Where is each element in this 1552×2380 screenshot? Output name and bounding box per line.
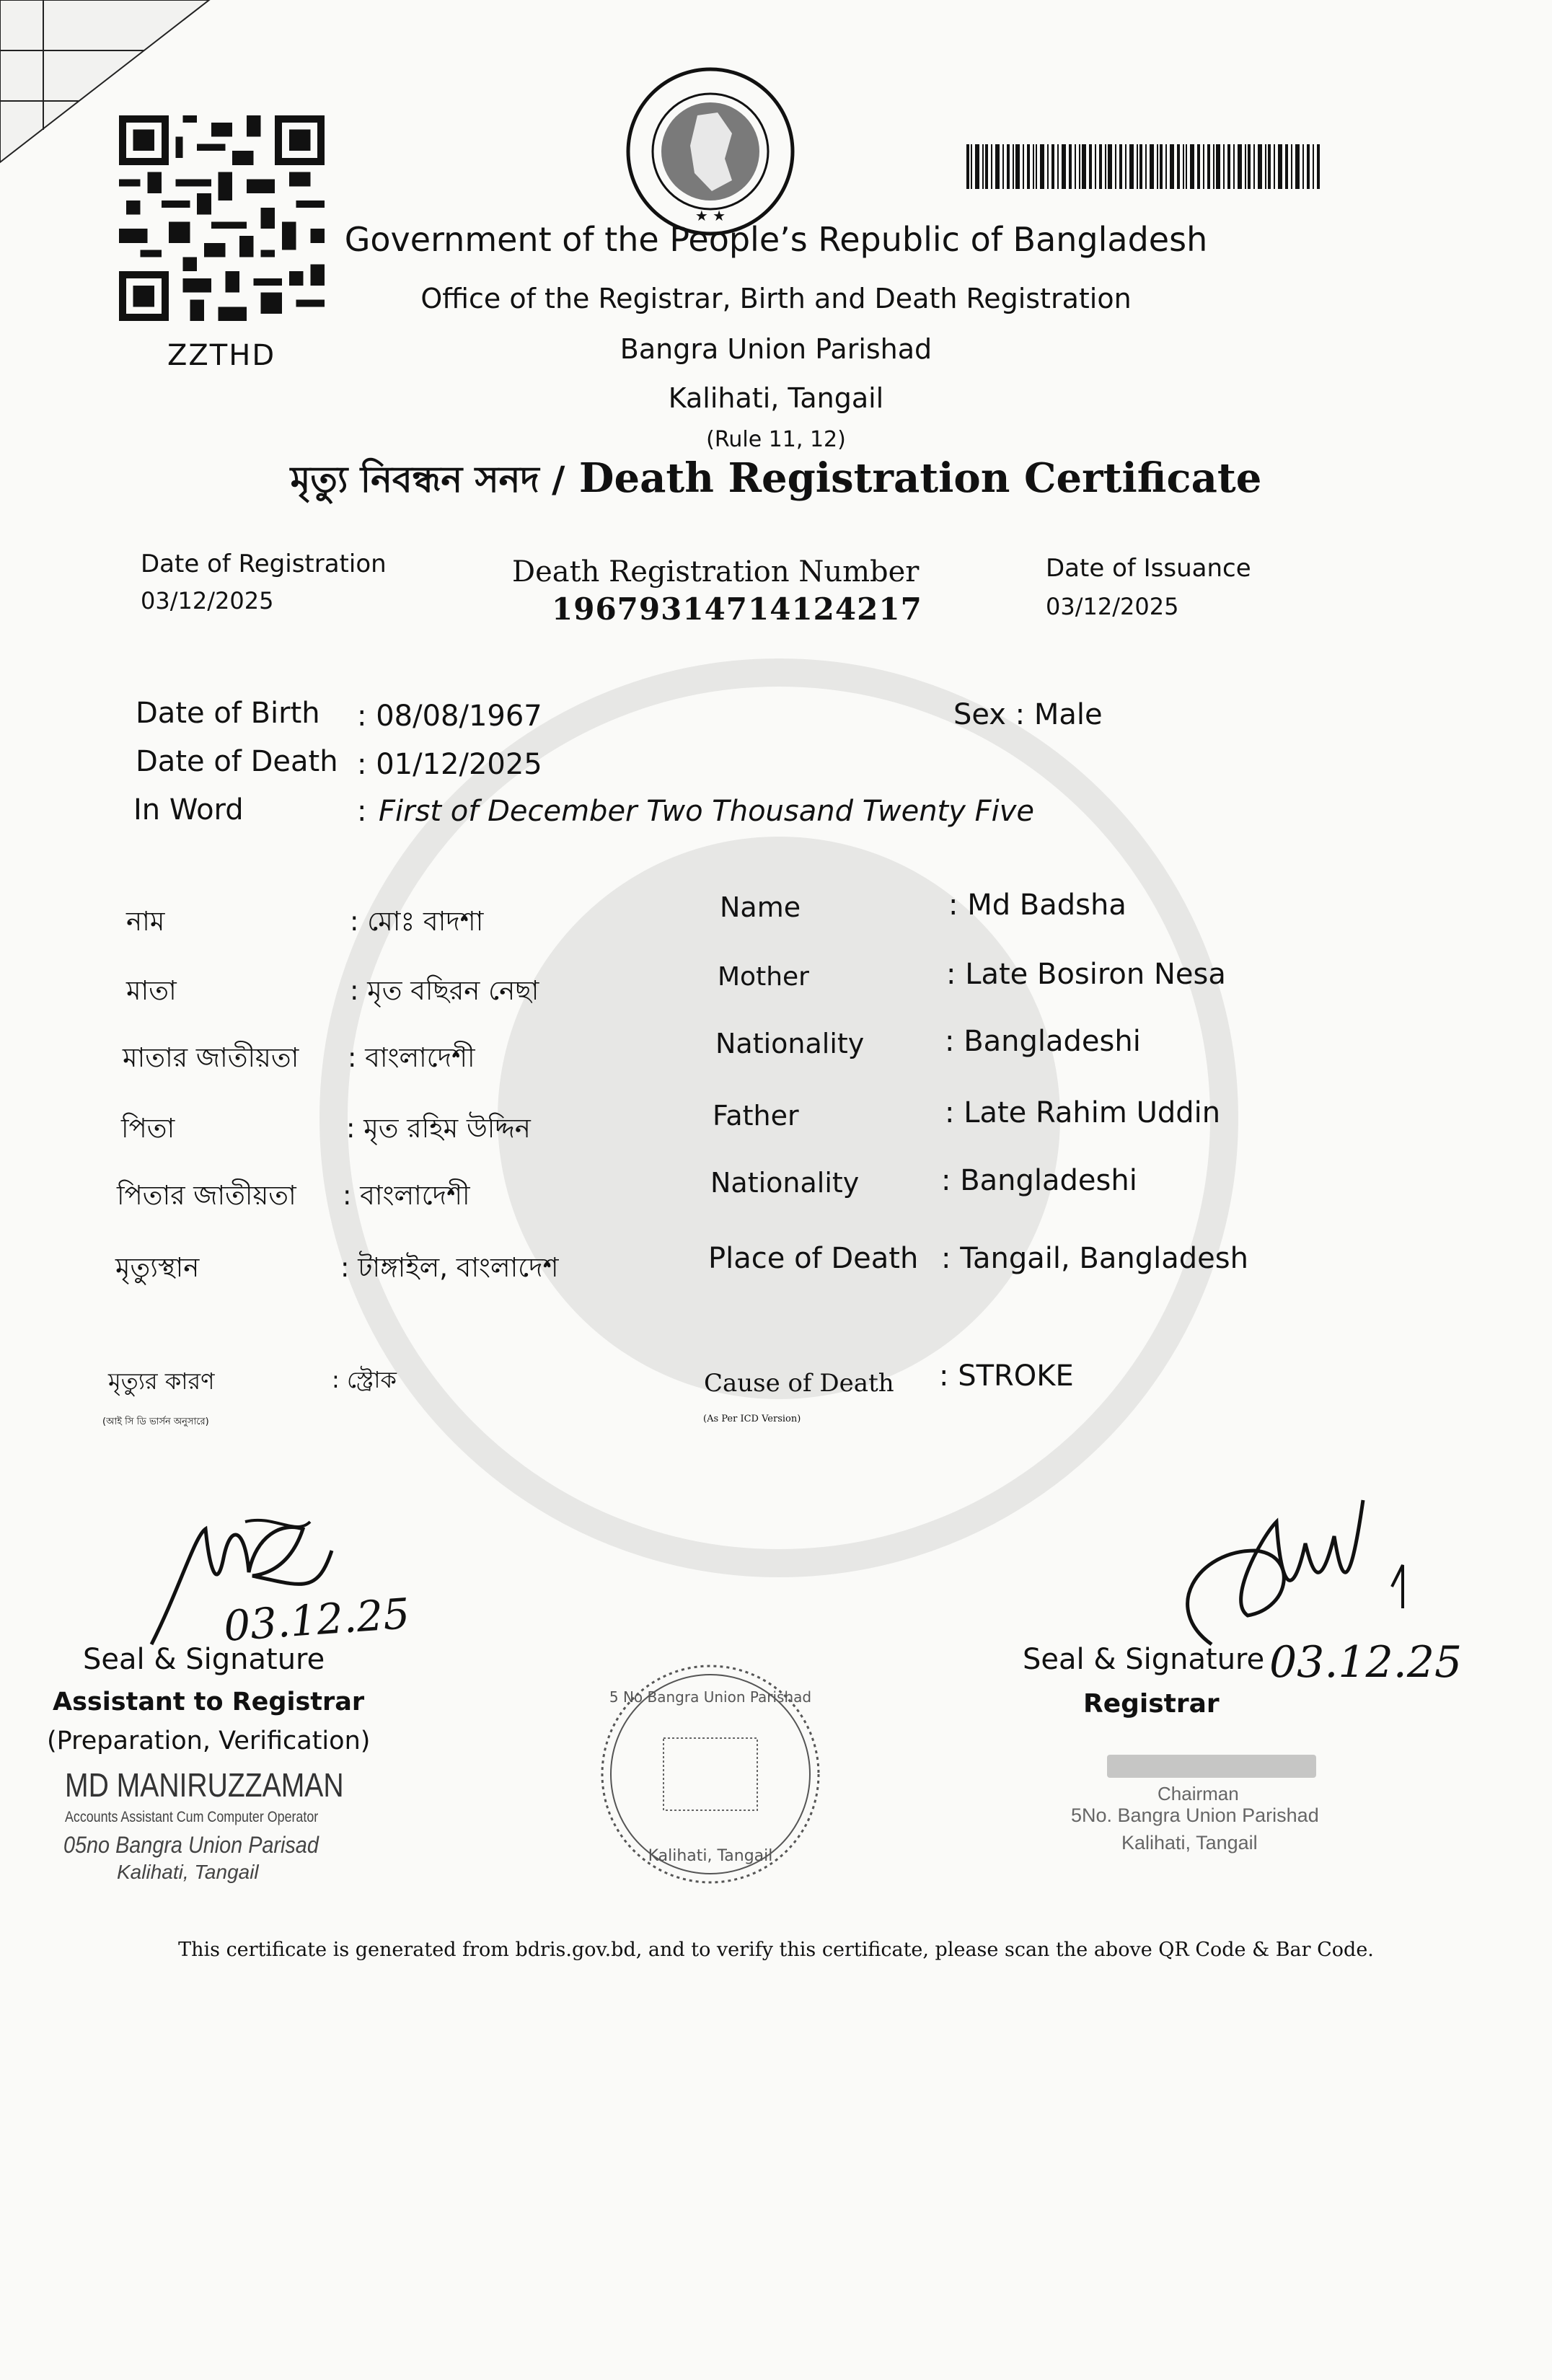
seal-bottom-text: Kalihati, Tangail xyxy=(648,1847,773,1865)
registrar-stamp-line3: 5No. Bangra Union Parishad xyxy=(1071,1804,1319,1826)
certificate-title-en: Death Registration Certificate xyxy=(578,454,1262,502)
date-of-issuance-value: 03/12/2025 xyxy=(1046,593,1179,620)
qr-code-text: ZZTHD xyxy=(167,339,276,372)
name-label: Name xyxy=(720,891,801,923)
registrar-signature-date: 03.12.25 xyxy=(1269,1637,1463,1688)
dod-label: Date of Death xyxy=(136,745,338,778)
registrar-role: Registrar xyxy=(1083,1689,1220,1719)
mother-value: : Late Bosiron Nesa xyxy=(946,958,1226,991)
union-parishad-round-seal xyxy=(595,1659,826,1897)
bn-cause-note: (আই সি ডি ভার্সন অনুসারে) xyxy=(102,1416,209,1427)
father-value: : Late Rahim Uddin xyxy=(945,1096,1221,1129)
assistant-stamp-name: MD MANIRUZZAMAN xyxy=(65,1766,344,1804)
dob-label: Date of Birth xyxy=(136,697,320,730)
registrar-stamp-line2: Chairman xyxy=(1158,1783,1239,1804)
in-word-value: First of December Two Thousand Twenty Five xyxy=(379,795,1035,828)
assistant-stamp-line2: Accounts Assistant Cum Computer Operator xyxy=(65,1809,319,1825)
bn-mother-value: : মৃত বছিরন নেছা xyxy=(350,975,539,1006)
father-nationality-value: : Bangladeshi xyxy=(941,1164,1137,1197)
sex-value: Sex : Male xyxy=(953,698,1103,731)
in-word-colon: : xyxy=(357,795,367,828)
assistant-stamp-line3: 05no Bangra Union Parisad xyxy=(63,1832,319,1858)
assistant-stamp-line4: Kalihati, Tangail xyxy=(117,1861,259,1883)
barcode[interactable] xyxy=(966,144,1320,189)
office-heading: Office of the Registrar, Birth and Death Registration xyxy=(420,283,1132,314)
mother-nationality-value: : Bangladeshi xyxy=(945,1025,1141,1058)
registration-number-label: Death Registration Number xyxy=(512,555,920,589)
date-of-registration-label: Date of Registration xyxy=(141,550,387,578)
assistant-role-sub: (Preparation, Verification) xyxy=(47,1727,371,1755)
place-of-death-label: Place of Death xyxy=(708,1242,919,1275)
date-of-issuance-label: Date of Issuance xyxy=(1046,554,1251,583)
certificate-title-bn: মৃত্যু নিবন্ধন সনদ / xyxy=(290,458,565,501)
registrar-seal-label: Seal & Signature xyxy=(1023,1643,1265,1676)
bn-place-of-death-label: মৃত্যুস্থান xyxy=(115,1252,200,1283)
father-nationality-label: Nationality xyxy=(710,1167,860,1199)
bn-father-nationality-label: পিতার জাতীয়তা xyxy=(117,1180,296,1211)
bn-cause-label: মৃত্যুর কারণ xyxy=(108,1367,215,1395)
in-word-label: In Word xyxy=(133,793,244,827)
assistant-role: Assistant to Registrar xyxy=(53,1688,365,1716)
seal-outer-text: 5 No Bangra Union Parishad xyxy=(609,1688,812,1706)
assistant-signature-date: 03.12.25 xyxy=(221,1589,412,1651)
certificate-title xyxy=(0,453,1552,513)
location-heading: Kalihati, Tangail xyxy=(668,382,884,414)
bn-mother-nationality-value: : বাংলাদেশী xyxy=(348,1042,475,1073)
mother-label: Mother xyxy=(718,962,809,992)
rule-text: (Rule 11, 12) xyxy=(706,427,846,452)
bn-father-nationality-value: : বাংলাদেশী xyxy=(343,1180,470,1211)
bn-cause-value: : স্ট্রোক xyxy=(332,1366,397,1393)
verification-footer: This certificate is generated from bdris.gov.bd, and to verify this certificate, please scan the above QR Code & Bar Code. xyxy=(178,1939,1374,1961)
registrar-stamp-name-smudge xyxy=(1107,1749,1323,1785)
father-label: Father xyxy=(713,1100,799,1132)
bn-name-value: : মোঃ বাদশা xyxy=(350,906,484,937)
name-value: : Md Badsha xyxy=(948,889,1126,922)
bn-father-value: : মৃত রহিম উদ্দিন xyxy=(346,1113,531,1144)
dob-value: : 08/08/1967 xyxy=(357,700,542,733)
cause-label: Cause of Death xyxy=(704,1369,894,1398)
government-emblem xyxy=(624,65,797,238)
date-of-registration-value: 03/12/2025 xyxy=(141,587,274,614)
bn-place-of-death-value: : টাঙ্গাইল, বাংলাদেশ xyxy=(340,1252,559,1283)
registrar-stamp-line4: Kalihati, Tangail xyxy=(1121,1832,1258,1854)
union-heading: Bangra Union Parishad xyxy=(620,333,932,365)
bn-mother-label: মাতা xyxy=(126,975,177,1006)
svg-text:★ ★: ★ ★ xyxy=(695,207,726,224)
bn-father-label: পিতা xyxy=(121,1113,175,1144)
registration-number: 19679314714124217 xyxy=(552,591,922,627)
cause-value: : STROKE xyxy=(939,1359,1074,1393)
dod-value: : 01/12/2025 xyxy=(357,748,542,781)
mother-nationality-label: Nationality xyxy=(715,1028,865,1059)
assistant-seal-label: Seal & Signature xyxy=(83,1643,325,1676)
bn-name-label: নাম xyxy=(126,906,165,937)
government-heading: Government of the People’s Republic of Bangladesh xyxy=(344,220,1208,259)
cause-note: (As Per ICD Version) xyxy=(703,1414,801,1424)
place-of-death-value: : Tangail, Bangladesh xyxy=(941,1242,1248,1275)
bn-mother-nationality-label: মাতার জাতীয়তা xyxy=(123,1042,299,1073)
